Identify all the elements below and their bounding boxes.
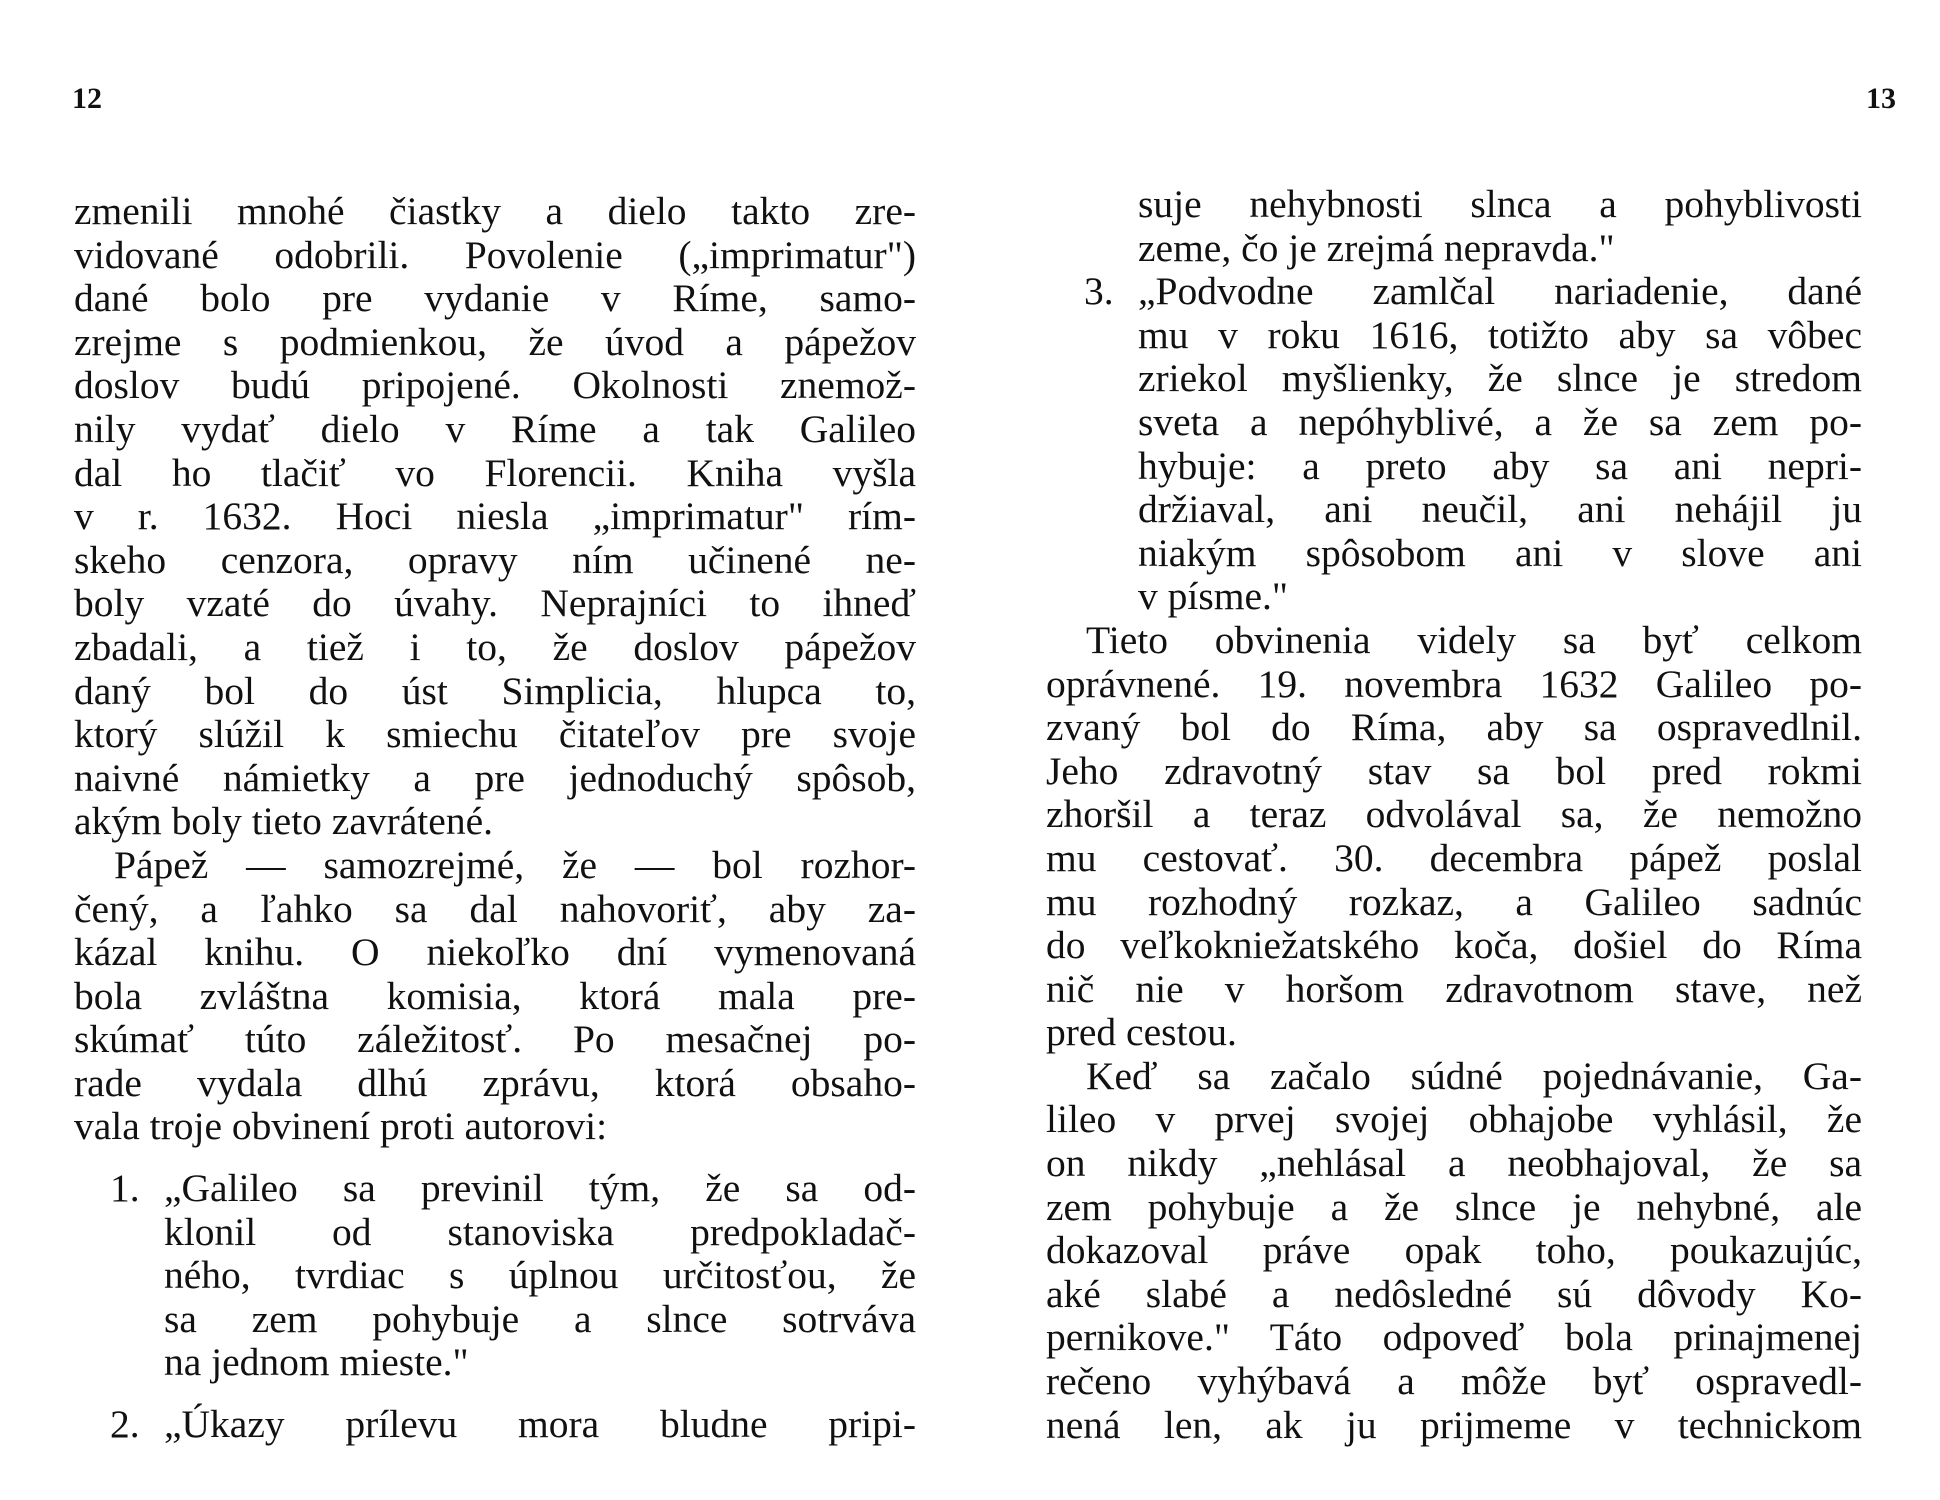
text-line: rade vydala dlhú zprávu, ktorá obsaho- [74, 1060, 916, 1105]
text-line: v písme." [1138, 574, 1288, 619]
list-item-line [74, 1167, 916, 1211]
text-line: zriekol myšlienky, že slnce je stredom [1138, 356, 1862, 401]
text-line: daný bol do úst Simplicia, hlupca to, [74, 668, 916, 713]
text-line: nily vydať dielo v Ríme a tak Galileo [74, 406, 916, 451]
text-line: on nikdy „nehlásal a neobhajoval, že sa [1046, 1141, 1862, 1186]
item-text: „Galileo sa previnil tým, že sa od- [164, 1166, 916, 1211]
text-line: zeme, čo je zrejmá nepravda." [1138, 225, 1615, 270]
text-line: zbadali, a tiež i to, že doslov pápežov [74, 624, 916, 669]
text-line: ktorý slúžil k smiechu čitateľov pre svoje [74, 712, 916, 757]
left-paragraph-2 [74, 844, 916, 1149]
right-page-text [1046, 183, 1862, 1447]
text-line: kázal knihu. O niekoľko dní vymenovaná [74, 930, 916, 975]
text-line: držiaval, ani neučil, ani nehájil ju [1138, 487, 1862, 532]
text-line: Tieto obvinenia videly sa byť celkom [1086, 617, 1862, 662]
text-line: suje nehybnosti slnca a pohyblivosti [1138, 182, 1862, 226]
item-number: 3. [1084, 269, 1114, 314]
text-line: pernikove." Táto odpoveď bola prinajmenej [1046, 1315, 1862, 1360]
text-line: dokazoval práve opak toho, poukazujúc, [1046, 1228, 1862, 1273]
accusation-item-1 [74, 1167, 916, 1385]
left-page-text [74, 190, 916, 1447]
text-line: zem pohybuje a že slnce je nehybné, ale [1046, 1184, 1862, 1229]
text-line: zmenili mnohé čiastky a dielo takto zre- [74, 189, 916, 233]
text-line: boly vzaté do úvahy. Neprajníci to ihneď [74, 581, 916, 626]
text-line: skeho cenzora, opravy ním učinené ne- [74, 537, 916, 582]
right-paragraph-2 [1046, 1055, 1862, 1447]
text-line: skúmať túto záležitosť. Po mesačnej po- [74, 1017, 916, 1062]
text-line: dané bolo pre vydanie v Ríme, samo- [74, 276, 916, 321]
text-line: Pápež — samozrejmé, že — bol rozhor- [114, 842, 916, 887]
text-line: zhoršil a teraz odvolával sa, že nemožno [1046, 792, 1862, 837]
text-line: sveta a nepóhyblivé, a že sa zem po- [1138, 399, 1862, 444]
text-line: v r. 1632. Hoci niesla „imprimatur" rím- [74, 494, 916, 539]
item-number: 2. [110, 1402, 140, 1447]
left-paragraph-1 [74, 190, 916, 844]
text-line: čený, a ľahko sa dal nahovoriť, aby za- [74, 886, 916, 931]
page-number-left: 12 [72, 82, 102, 115]
text-line: nená len, ak ju prijmeme v technickom [1046, 1402, 1862, 1447]
text-line: Keď sa začalo súdné pojednávanie, Ga- [1086, 1053, 1862, 1098]
right-paragraph-1 [1046, 619, 1862, 1055]
text-line: klonil od stanoviska predpokladač- [164, 1209, 916, 1254]
item-text: „Podvodne zamlčal nariadenie, dané [1138, 269, 1862, 314]
text-line: doslov budú pripojené. Okolnosti znemož- [74, 363, 916, 408]
text-line: rečeno vyhýbavá a môže byť ospravedl- [1046, 1359, 1862, 1404]
text-line: zrejme s podmienkou, že úvod a pápežov [74, 319, 916, 364]
text-line: niakým spôsobom ani v slove ani [1138, 530, 1862, 575]
text-line: mu cestovať. 30. decembra pápež poslal [1046, 835, 1862, 880]
item-text: „Úkazy prílevu mora bludne pripi- [164, 1402, 916, 1447]
text-line: do veľkokniežatského koča, došiel do Ríma [1046, 923, 1862, 968]
text-line: akým boly tieto zavrátené. [74, 799, 493, 844]
text-line: lileo v prvej svojej obhajobe vyhlásil, že [1046, 1097, 1862, 1142]
list-item-line [1046, 270, 1862, 314]
right-page [970, 0, 1940, 1500]
text-line: sa zem pohybuje a slnce sotrváva [164, 1296, 916, 1341]
text-line: bola zvláštna komisia, ktorá mala pre- [74, 973, 916, 1018]
text-line: hybuje: a preto aby sa ani nepri- [1138, 443, 1862, 488]
text-line: aké slabé a nedôsledné sú dôvody Ko- [1046, 1271, 1862, 1316]
accusation-item-3 [1046, 270, 1862, 619]
text-line: naivné námietky a pre jednoduchý spôsob, [74, 755, 916, 800]
text-line: Jeho zdravotný stav sa bol pred rokmi [1046, 748, 1862, 793]
text-line: pred cestou. [1046, 1010, 1237, 1055]
text-line: mu v roku 1616, totižto aby sa vôbec [1138, 312, 1862, 357]
text-line: nič nie v horšom zdravotnom stave, než [1046, 966, 1862, 1011]
text-line: oprávnené. 19. novembra 1632 Galileo po- [1046, 661, 1862, 706]
text-line: mu rozhodný rozkaz, a Galileo sadnúc [1046, 879, 1862, 924]
page-number-right: 13 [1866, 82, 1896, 115]
accusation-item-2-continued [1046, 183, 1862, 270]
text-line: vidované odobrili. Povolenie („imprimatur") [74, 232, 916, 277]
text-line: na jednom mieste." [164, 1340, 469, 1385]
text-line: vala troje obvinení proti autorovi: [74, 1104, 608, 1149]
accusation-item-2 [74, 1403, 916, 1447]
item-number: 1. [110, 1166, 140, 1211]
text-line: ného, tvrdiac s úplnou určitosťou, že [164, 1253, 916, 1298]
text-line: dal ho tlačiť vo Florencii. Kniha vyšla [74, 450, 916, 495]
list-item-line [74, 1403, 916, 1447]
text-line: zvaný bol do Ríma, aby sa ospravedlnil. [1046, 705, 1862, 750]
